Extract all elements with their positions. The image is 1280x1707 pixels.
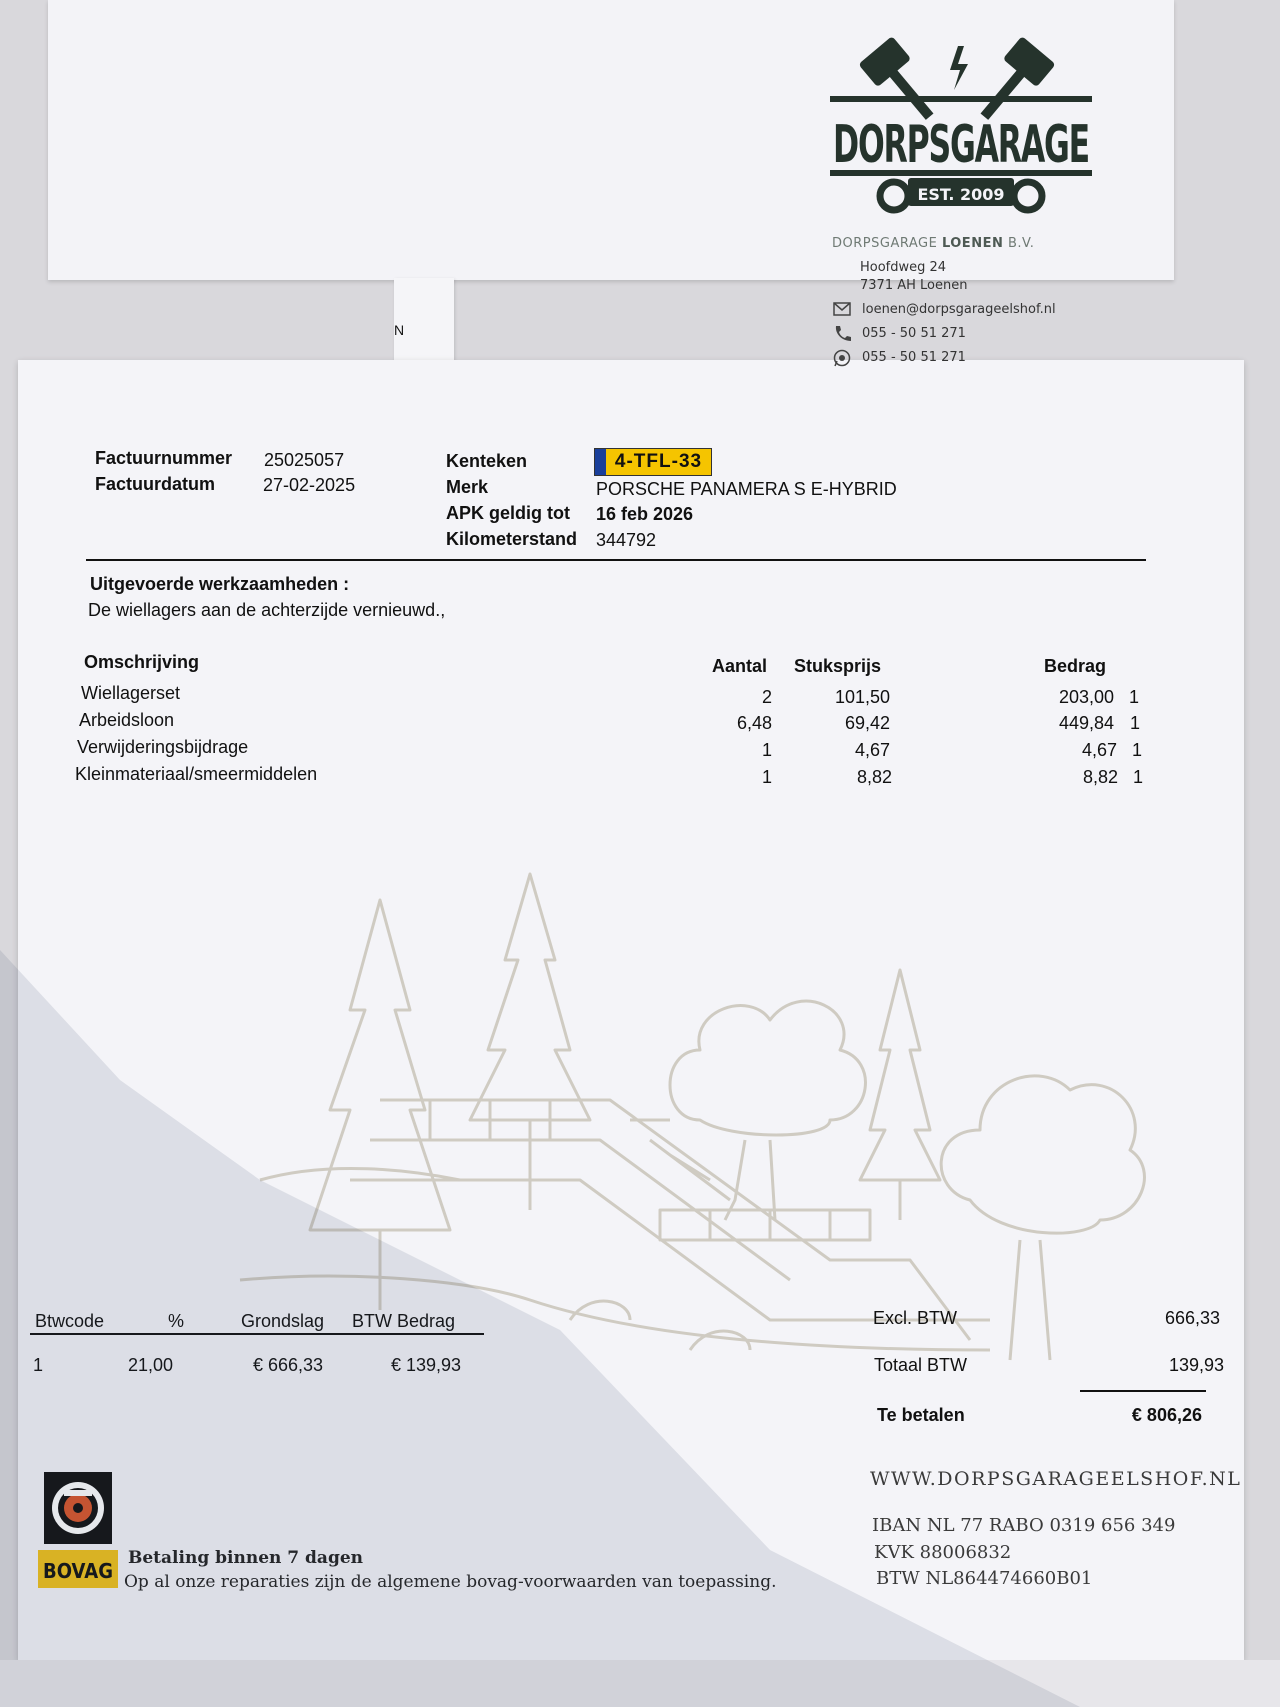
row-vat-code: 1 [1130,713,1141,733]
row-amount: 203,00 [1058,687,1114,707]
amount-due-value: € 806,26 [1131,1405,1202,1425]
row-qty: 6,48 [736,713,772,733]
work-description: De wiellagers aan de achterzijde vernieuwd., [88,600,446,620]
btw-label: BTW [876,1568,920,1589]
row-amount: 8,82 [1082,767,1118,787]
company-legal-name [832,236,1034,251]
bovag-logo-text: BOVAG [43,1559,113,1583]
btw-value: NL864474660B01 [925,1568,1093,1589]
km-label: Kilometerstand [446,529,578,549]
total-vat-label: Totaal BTW [874,1355,968,1375]
legal-name-suffix: B.V. [1007,236,1035,251]
row-qty: 1 [761,767,772,787]
logo-wordmark: DORPSGARAGE [833,115,1089,175]
row-amount: 449,84 [1058,713,1114,733]
excl-vat-label: Excl. BTW [873,1308,957,1328]
table-surface [0,1660,1280,1707]
logo-established: EST. 2009 [917,185,1005,204]
kvk-value: 88006832 [919,1542,1012,1563]
vat-row-amount: € 139,93 [391,1355,462,1375]
company-email: loenen@dorpsgarageelshof.nl [862,302,1056,317]
invoice-date: 27-02-2025 [263,475,356,495]
iban-row [872,1515,1175,1536]
amount-due-label: Te betalen [877,1405,965,1425]
header-divider [86,559,1146,561]
row-vat-code: 1 [1133,767,1144,787]
mail-icon [833,302,851,316]
vat-col-code: Btwcode [35,1311,105,1331]
row-description: Verwijderingsbijdrage [77,737,249,757]
brand-label: Merk [446,477,489,497]
work-heading: Uitgevoerde werkzaamheden : [90,574,350,594]
row-qty: 1 [761,740,772,760]
vat-header-divider [30,1333,484,1335]
row-unit-price: 4,67 [854,740,890,760]
kvk-label: KVK [874,1542,914,1563]
col-qty: Aantal [712,656,768,676]
vat-row-base: € 666,33 [253,1355,324,1375]
vat-row-percent: 21,00 [128,1355,174,1375]
invoice-number: 25025057 [264,450,345,470]
row-description: Arbeidsloon [79,710,175,730]
total-vat-value: 139,93 [1168,1355,1224,1375]
row-vat-code: 1 [1129,687,1140,707]
col-unit-price: Stuksprijs [794,656,882,676]
invoice-number-label: Factuurnummer [95,448,233,468]
eu-band [595,449,606,475]
legal-name-bold: LOENEN [941,236,1004,251]
row-amount: 4,67 [1081,740,1117,760]
row-description: Kleinmateriaal/smeermiddelen [75,764,318,784]
vat-col-percent: % [168,1311,185,1331]
km-value: 344792 [596,530,657,550]
back-sheet-tab [394,278,454,362]
phone-icon [833,325,851,341]
website: WWW.DORPSGARAGEELSHOF.NL [870,1468,1242,1490]
apk-label: APK geldig tot [446,503,570,523]
license-plate [594,448,712,476]
address-line-1: Hoofdweg 24 [860,260,947,275]
iban-label: IBAN [872,1515,922,1536]
row-unit-price: 101,50 [834,687,890,707]
row-unit-price: 69,42 [844,713,890,733]
row-description: Wiellagerset [81,683,181,703]
general-conditions: Op al onze reparaties zijn de algemene bovag-voorwaarden van toepassing. [124,1572,777,1592]
col-description: Omschrijving [84,652,200,672]
vat-col-base: Grondslag [241,1311,325,1331]
row-unit-price: 8,82 [856,767,892,787]
btw-row [876,1568,1092,1589]
invoice-date-label: Factuurdatum [95,474,216,494]
iban-value: NL 77 RABO 0319 656 349 [926,1515,1176,1536]
row-qty: 2 [761,687,772,707]
col-amount: Bedrag [1044,656,1107,676]
bovag-logo [38,1472,118,1590]
plate-label: Kenteken [446,451,528,471]
row-vat-code: 1 [1132,740,1143,760]
kvk-row [874,1542,1011,1563]
dorpsgarage-logo [826,44,1096,220]
apk-date: 16 feb 2026 [596,504,694,524]
company-whatsapp: 055 - 50 51 271 [862,350,966,365]
vehicle-brand: PORSCHE PANAMERA S E-HYBRID [596,479,897,499]
excl-vat-value: 666,33 [1164,1308,1220,1328]
plate-text: 4-TFL-33 [614,451,703,472]
vat-row-code: 1 [33,1355,44,1375]
payment-terms: Betaling binnen 7 dagen [128,1548,364,1568]
back-sheet-letter: N [394,322,405,338]
company-phone: 055 - 50 51 271 [862,326,966,341]
whatsapp-icon [833,349,851,367]
legal-name-prefix: DORPSGARAGE [832,236,938,251]
vat-col-amount: BTW Bedrag [352,1311,456,1331]
totals-divider [1080,1390,1206,1392]
address-line-2: 7371 AH Loenen [860,278,968,293]
